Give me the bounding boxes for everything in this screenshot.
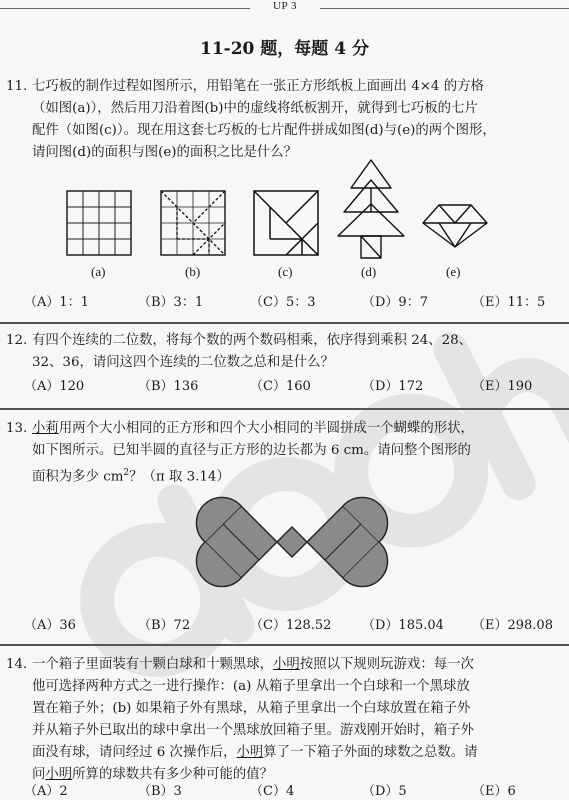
question-number: 13.: [6, 421, 28, 436]
option-b[interactable]: （B）3: [138, 784, 182, 799]
right-square: [307, 497, 388, 586]
superscript: 2: [123, 468, 130, 478]
figure-d-tree: [336, 158, 406, 260]
question-text-fragment: 所算的球数共有多少种可能的值？: [72, 767, 274, 782]
header-rule-left: [0, 8, 250, 9]
question-text-line: 他可选择两种方式之一进行操作：(a) 从箱子里拿出一个白球和一个黑球放: [32, 679, 470, 694]
question-text-line: 请问图(d)的面积与图(e)的面积之比是什么？: [32, 145, 298, 160]
option-e[interactable]: （E）190: [472, 379, 533, 394]
question-text-line: 有四个连续的二位数，将每个数的两个数码相乘，依序得到乘积 24、28、: [32, 333, 473, 348]
option-b[interactable]: （B）3：1: [138, 295, 204, 310]
butterfly-figure: [180, 487, 404, 597]
option-c[interactable]: （C）128.52: [250, 618, 332, 633]
question-text-line: （如图(a)），然后用刀沿着图(b)中的虚线将纸板割开，就得到七巧板的七片: [32, 101, 478, 116]
question-text-fragment: 用两个大小相同的正方形和四个大小相同的半圆拼成一个蝴蝶的形状，: [58, 421, 474, 436]
figure-caption: (d): [361, 264, 377, 279]
option-d[interactable]: （D）172: [362, 379, 424, 394]
option-c[interactable]: （C）160: [250, 379, 311, 394]
question-number: 11.: [6, 79, 28, 94]
figure-a-grid: [66, 190, 132, 256]
question-number: 14.: [6, 657, 28, 672]
option-c[interactable]: （C）5：3: [250, 295, 316, 310]
option-d[interactable]: （D）185.04: [362, 618, 444, 633]
figure-e-shape: [421, 203, 489, 249]
question-text-line: 32、36，请问这四个连续的二位数之总和是什么？: [32, 355, 334, 370]
option-e[interactable]: （E）298.08: [472, 618, 553, 633]
section-divider: [0, 644, 569, 646]
figure-c-tangram: [253, 190, 319, 256]
option-d[interactable]: （D）9：7: [362, 295, 428, 310]
question-text-line: 并从箱子外已取出的球中拿出一个黑球放回箱子里。游戏刚开始时，箱子外: [32, 723, 474, 738]
option-b[interactable]: （B）72: [138, 618, 191, 633]
figure-caption: (e): [446, 264, 461, 279]
option-a[interactable]: （A）1：1: [24, 295, 89, 310]
option-e[interactable]: （E）6: [472, 784, 516, 799]
option-a[interactable]: （A）120: [24, 379, 85, 394]
question-text-fragment: 面没有球，请问经过 6 次操作后，: [32, 745, 237, 760]
question-14: [6, 654, 558, 782]
question-number: 12.: [6, 333, 28, 348]
option-c[interactable]: （C）4: [250, 784, 295, 799]
option-b[interactable]: （B）136: [138, 379, 199, 394]
question-text-fragment: 面积为多少 cm: [32, 469, 124, 485]
question-11: [6, 76, 558, 164]
person-name: 小明: [273, 657, 300, 672]
option-a[interactable]: （A）36: [24, 618, 76, 633]
question-13: [6, 418, 558, 488]
section-title: 11-20 题，每题 4 分: [200, 39, 369, 59]
figure-b-grid-dashed: [160, 190, 226, 256]
question-text-fragment: 一个箱子里面装有十颗白球和十颗黑球，: [32, 657, 274, 672]
person-name: 小明: [45, 767, 73, 782]
figure-caption: (b): [185, 264, 201, 279]
header-rule-right: [320, 8, 569, 9]
figure-caption: (a): [91, 264, 106, 279]
person-name: 小明: [236, 745, 264, 760]
option-d[interactable]: （D）5: [362, 784, 407, 799]
person-name: 小莉: [32, 421, 59, 436]
option-e[interactable]: （E）11：5: [472, 295, 546, 310]
question-text-fragment: 算了一下箱子外面的球数之总数。请: [263, 745, 478, 760]
question-text-line: 如下图所示。已知半圆的直径与正方形的边长都为 6 cm。请问整个图形的: [32, 443, 471, 458]
figure-caption: (c): [278, 264, 293, 279]
page-label: UP 3: [273, 0, 297, 12]
question-text-fragment: 按照以下规则玩游戏：每一次: [299, 657, 474, 672]
section-divider: [0, 322, 569, 324]
question-12: [6, 330, 558, 374]
question-text-line: 置在箱子外；(b) 如果箱子外有黑球，从箱子里拿出一个白球放置在箱子外: [32, 701, 471, 716]
question-text-line: 七巧板的制作过程如图所示，用铅笔在一张正方形纸板上面画出 4×4 的方格: [32, 79, 484, 94]
question-text-fragment: 问: [32, 767, 46, 782]
section-divider: [0, 408, 569, 410]
question-text-fragment: ？（π 取 3.14）: [129, 469, 230, 485]
option-a[interactable]: （A）2: [24, 784, 68, 799]
question-text-line: 配件（如图(c)）。现在用这套七巧板的七片配件拼成如图(d)与(e)的两个图形，: [32, 123, 496, 138]
left-square: [196, 497, 277, 586]
